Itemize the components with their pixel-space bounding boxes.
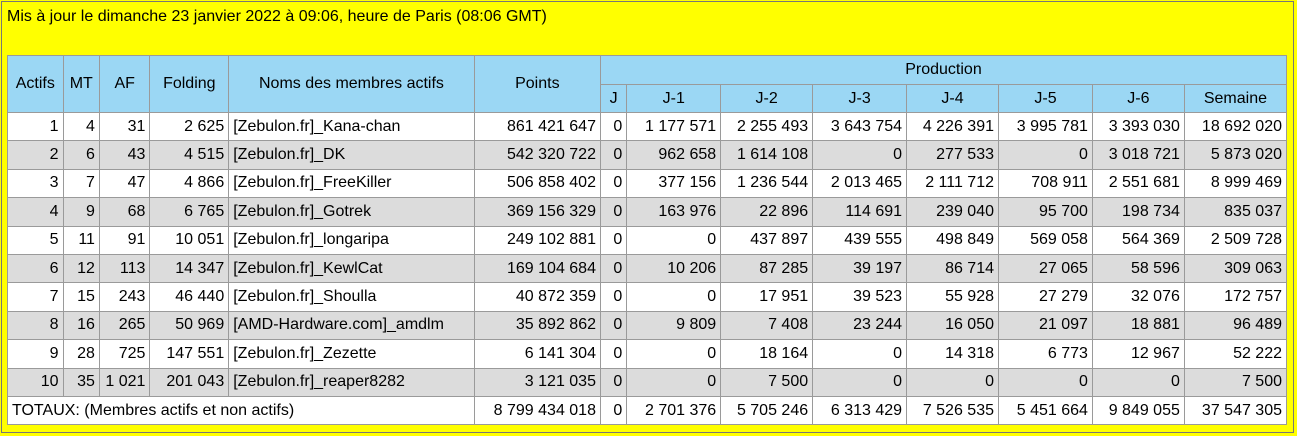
cell-actifs: 8 xyxy=(8,311,64,339)
cell-mt: 28 xyxy=(63,340,99,368)
cell-j2: 87 285 xyxy=(721,254,813,282)
cell-mt: 12 xyxy=(63,254,99,282)
cell-j5: 6 773 xyxy=(999,340,1093,368)
totals-semaine: 37 547 305 xyxy=(1184,396,1286,424)
cell-semaine: 172 757 xyxy=(1184,283,1286,311)
cell-name: [Zebulon.fr]_KewlCat xyxy=(229,254,474,282)
cell-j1: 0 xyxy=(627,368,721,396)
cell-j4: 0 xyxy=(907,368,999,396)
cell-j5: 0 xyxy=(999,141,1093,169)
cell-j1: 1 177 571 xyxy=(627,113,721,141)
cell-semaine: 8 999 469 xyxy=(1184,169,1286,197)
cell-j4: 14 318 xyxy=(907,340,999,368)
table-row xyxy=(8,141,1287,169)
cell-mt: 7 xyxy=(63,169,99,197)
cell-mt: 9 xyxy=(63,198,99,226)
cell-folding: 2 625 xyxy=(150,113,229,141)
header-row-main xyxy=(8,56,1287,85)
cell-j5: 27 279 xyxy=(999,283,1093,311)
cell-j6: 3 393 030 xyxy=(1092,113,1184,141)
header-mt: MT xyxy=(63,56,99,113)
totals-j3: 6 313 429 xyxy=(813,396,907,424)
cell-mt: 15 xyxy=(63,283,99,311)
cell-points: 369 156 329 xyxy=(474,198,600,226)
cell-folding: 14 347 xyxy=(150,254,229,282)
totals-j2: 5 705 246 xyxy=(721,396,813,424)
cell-j5: 27 065 xyxy=(999,254,1093,282)
cell-points: 169 104 684 xyxy=(474,254,600,282)
cell-name: [Zebulon.fr]_FreeKiller xyxy=(229,169,474,197)
cell-actifs: 9 xyxy=(8,340,64,368)
cell-actifs: 2 xyxy=(8,141,64,169)
cell-j4: 86 714 xyxy=(907,254,999,282)
cell-j3: 0 xyxy=(813,141,907,169)
header-day-j2: J-2 xyxy=(721,85,813,113)
cell-j3: 39 523 xyxy=(813,283,907,311)
cell-j: 0 xyxy=(600,368,626,396)
cell-j2: 7 408 xyxy=(721,311,813,339)
cell-mt: 11 xyxy=(63,226,99,254)
cell-semaine: 52 222 xyxy=(1184,340,1286,368)
cell-j2: 1 236 544 xyxy=(721,169,813,197)
cell-j3: 0 xyxy=(813,368,907,396)
cell-j2: 437 897 xyxy=(721,226,813,254)
cell-af: 68 xyxy=(99,198,150,226)
cell-j4: 55 928 xyxy=(907,283,999,311)
table-row xyxy=(8,198,1287,226)
stats-table xyxy=(7,55,1287,425)
cell-j4: 16 050 xyxy=(907,311,999,339)
cell-points: 6 141 304 xyxy=(474,340,600,368)
header-af: AF xyxy=(99,56,150,113)
cell-j3: 2 013 465 xyxy=(813,169,907,197)
cell-actifs: 7 xyxy=(8,283,64,311)
cell-j6: 2 551 681 xyxy=(1092,169,1184,197)
table-row xyxy=(8,311,1287,339)
cell-j2: 17 951 xyxy=(721,283,813,311)
cell-j: 0 xyxy=(600,340,626,368)
cell-folding: 201 043 xyxy=(150,368,229,396)
cell-j3: 39 197 xyxy=(813,254,907,282)
cell-folding: 46 440 xyxy=(150,283,229,311)
cell-j6: 3 018 721 xyxy=(1092,141,1184,169)
cell-j1: 962 658 xyxy=(627,141,721,169)
cell-af: 31 xyxy=(99,113,150,141)
cell-j5: 3 995 781 xyxy=(999,113,1093,141)
cell-actifs: 6 xyxy=(8,254,64,282)
cell-af: 725 xyxy=(99,340,150,368)
header-semaine: Semaine xyxy=(1184,85,1286,113)
cell-j3: 23 244 xyxy=(813,311,907,339)
cell-j1: 163 976 xyxy=(627,198,721,226)
cell-j4: 498 849 xyxy=(907,226,999,254)
cell-mt: 6 xyxy=(63,141,99,169)
cell-j2: 22 896 xyxy=(721,198,813,226)
cell-actifs: 1 xyxy=(8,113,64,141)
cell-j: 0 xyxy=(600,169,626,197)
cell-semaine: 18 692 020 xyxy=(1184,113,1286,141)
header-day-j1: J-1 xyxy=(627,85,721,113)
table-row xyxy=(8,368,1287,396)
cell-j4: 2 111 712 xyxy=(907,169,999,197)
cell-folding: 4 866 xyxy=(150,169,229,197)
totals-points: 8 799 434 018 xyxy=(474,396,600,424)
table-row xyxy=(8,254,1287,282)
cell-af: 43 xyxy=(99,141,150,169)
cell-j1: 9 809 xyxy=(627,311,721,339)
cell-folding: 50 969 xyxy=(150,311,229,339)
cell-j6: 18 881 xyxy=(1092,311,1184,339)
cell-points: 35 892 862 xyxy=(474,311,600,339)
cell-j1: 0 xyxy=(627,340,721,368)
totals-j: 0 xyxy=(600,396,626,424)
cell-name: [Zebulon.fr]_DK xyxy=(229,141,474,169)
cell-j2: 7 500 xyxy=(721,368,813,396)
header-day-j: J xyxy=(600,85,626,113)
table-body xyxy=(8,113,1287,425)
cell-af: 243 xyxy=(99,283,150,311)
cell-j6: 58 596 xyxy=(1092,254,1184,282)
totals-label: TOTAUX: (Membres actifs et non actifs) xyxy=(8,396,475,424)
cell-af: 47 xyxy=(99,169,150,197)
cell-name: [Zebulon.fr]_longaripa xyxy=(229,226,474,254)
cell-j5: 21 097 xyxy=(999,311,1093,339)
cell-af: 91 xyxy=(99,226,150,254)
cell-semaine: 2 509 728 xyxy=(1184,226,1286,254)
cell-j5: 708 911 xyxy=(999,169,1093,197)
cell-j: 0 xyxy=(600,283,626,311)
cell-folding: 4 515 xyxy=(150,141,229,169)
cell-actifs: 5 xyxy=(8,226,64,254)
header-day-j3: J-3 xyxy=(813,85,907,113)
cell-j: 0 xyxy=(600,141,626,169)
header-day-j4: J-4 xyxy=(907,85,999,113)
cell-j2: 18 164 xyxy=(721,340,813,368)
cell-j6: 32 076 xyxy=(1092,283,1184,311)
table-row xyxy=(8,340,1287,368)
header-folding: Folding xyxy=(150,56,229,113)
cell-j2: 1 614 108 xyxy=(721,141,813,169)
cell-af: 113 xyxy=(99,254,150,282)
table-row xyxy=(8,283,1287,311)
header-actifs: Actifs xyxy=(8,56,64,113)
totals-j1: 2 701 376 xyxy=(627,396,721,424)
cell-folding: 10 051 xyxy=(150,226,229,254)
update-timestamp: Mis à jour le dimanche 23 janvier 2022 à 09:06, heure de Paris (08:06 GMT) xyxy=(7,8,547,25)
cell-semaine: 5 873 020 xyxy=(1184,141,1286,169)
cell-points: 249 102 881 xyxy=(474,226,600,254)
cell-name: [Zebulon.fr]_reaper8282 xyxy=(229,368,474,396)
cell-af: 1 021 xyxy=(99,368,150,396)
header-day-j5: J-5 xyxy=(999,85,1093,113)
cell-points: 506 858 402 xyxy=(474,169,600,197)
cell-name: [Zebulon.fr]_Zezette xyxy=(229,340,474,368)
cell-j1: 377 156 xyxy=(627,169,721,197)
totals-j5: 5 451 664 xyxy=(999,396,1093,424)
cell-j1: 0 xyxy=(627,283,721,311)
cell-name: [Zebulon.fr]_Gotrek xyxy=(229,198,474,226)
cell-name: [Zebulon.fr]_Kana-chan xyxy=(229,113,474,141)
header-day-j6: J-6 xyxy=(1092,85,1184,113)
cell-semaine: 309 063 xyxy=(1184,254,1286,282)
cell-points: 542 320 722 xyxy=(474,141,600,169)
cell-j4: 239 040 xyxy=(907,198,999,226)
cell-af: 265 xyxy=(99,311,150,339)
table-row xyxy=(8,169,1287,197)
cell-folding: 6 765 xyxy=(150,198,229,226)
cell-j1: 10 206 xyxy=(627,254,721,282)
cell-j4: 4 226 391 xyxy=(907,113,999,141)
header-production: Production xyxy=(600,56,1286,85)
cell-j4: 277 533 xyxy=(907,141,999,169)
cell-j1: 0 xyxy=(627,226,721,254)
cell-j: 0 xyxy=(600,254,626,282)
totals-row xyxy=(8,396,1287,424)
cell-mt: 16 xyxy=(63,311,99,339)
cell-semaine: 96 489 xyxy=(1184,311,1286,339)
cell-mt: 35 xyxy=(63,368,99,396)
cell-name: [Zebulon.fr]_Shoulla xyxy=(229,283,474,311)
cell-actifs: 4 xyxy=(8,198,64,226)
cell-j3: 439 555 xyxy=(813,226,907,254)
table-row xyxy=(8,226,1287,254)
cell-j6: 564 369 xyxy=(1092,226,1184,254)
header-points: Points xyxy=(474,56,600,113)
header-noms: Noms des membres actifs xyxy=(229,56,474,113)
cell-semaine: 835 037 xyxy=(1184,198,1286,226)
cell-j2: 2 255 493 xyxy=(721,113,813,141)
cell-j6: 12 967 xyxy=(1092,340,1184,368)
cell-j: 0 xyxy=(600,198,626,226)
cell-mt: 4 xyxy=(63,113,99,141)
cell-j3: 0 xyxy=(813,340,907,368)
cell-j5: 95 700 xyxy=(999,198,1093,226)
cell-j5: 569 058 xyxy=(999,226,1093,254)
cell-j6: 198 734 xyxy=(1092,198,1184,226)
cell-j: 0 xyxy=(600,311,626,339)
cell-points: 40 872 359 xyxy=(474,283,600,311)
cell-folding: 147 551 xyxy=(150,340,229,368)
cell-j5: 0 xyxy=(999,368,1093,396)
totals-j6: 9 849 055 xyxy=(1092,396,1184,424)
cell-semaine: 7 500 xyxy=(1184,368,1286,396)
table-row xyxy=(8,113,1287,141)
cell-j3: 114 691 xyxy=(813,198,907,226)
cell-name: [AMD-Hardware.com]_amdlm xyxy=(229,311,474,339)
cell-points: 861 421 647 xyxy=(474,113,600,141)
cell-j6: 0 xyxy=(1092,368,1184,396)
cell-j: 0 xyxy=(600,226,626,254)
cell-points: 3 121 035 xyxy=(474,368,600,396)
cell-actifs: 3 xyxy=(8,169,64,197)
totals-j4: 7 526 535 xyxy=(907,396,999,424)
cell-j: 0 xyxy=(600,113,626,141)
cell-j3: 3 643 754 xyxy=(813,113,907,141)
cell-actifs: 10 xyxy=(8,368,64,396)
